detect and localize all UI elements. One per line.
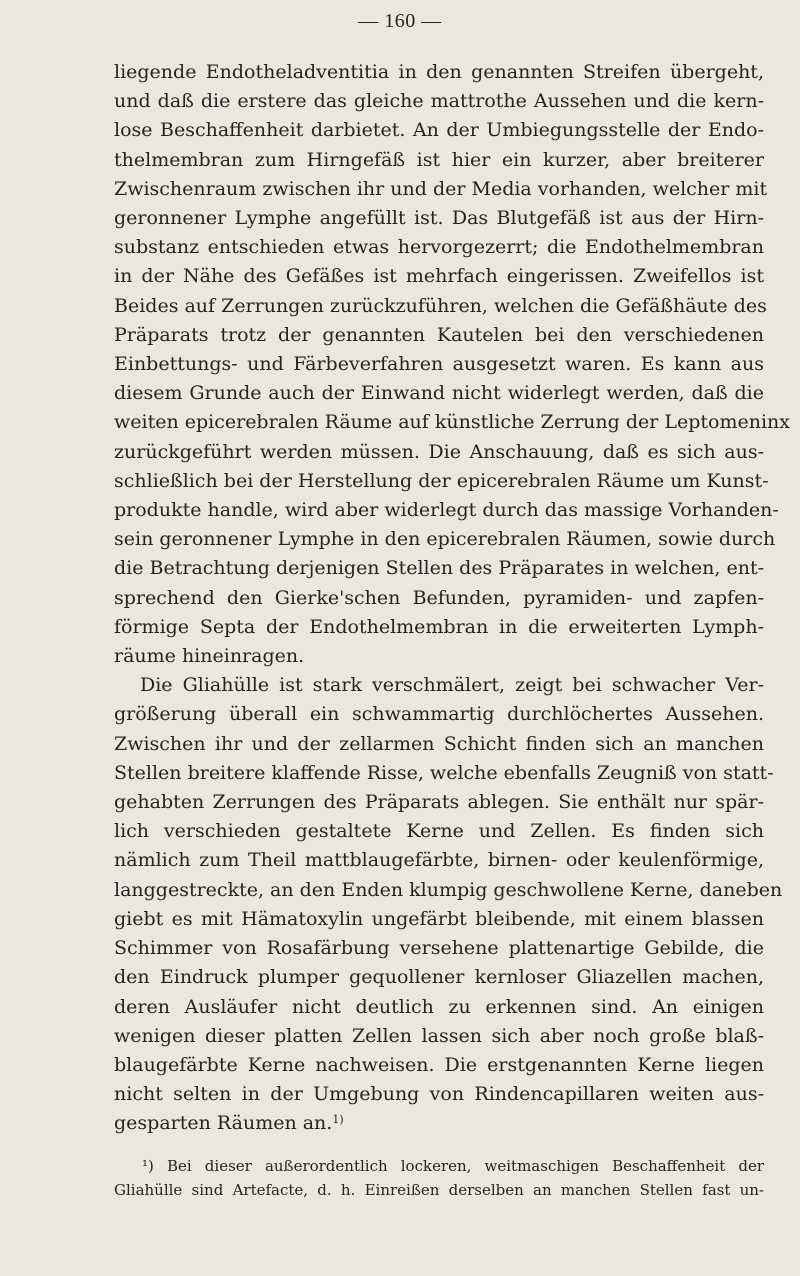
text-line: räume hineinragen. [114, 645, 305, 668]
footnote-reference: 1) [332, 1113, 344, 1127]
text-line: Stellen breitere klaffende Risse, welche ebenfalls Zeugniß von statt- [114, 761, 774, 784]
text-line: substanz entschieden etwas hervorgezerrt; die Endothelmembran [114, 236, 764, 259]
paragraph-1 [114, 58, 790, 671]
text-line: nämlich zum Theil mattblaugefärbte, birnen- oder keulenförmige, [114, 849, 764, 872]
footnote [114, 1154, 764, 1202]
text-line: Zwischenraum zwischen ihr und der Media vorhanden, welcher mit [114, 177, 768, 200]
text-line: giebt es mit Hämatoxylin ungefärbt bleibende, mit einem blassen [114, 907, 764, 930]
text-line: gehabten Zerrungen des Präparats ablegen. Sie enthält nur spär- [114, 791, 764, 814]
text-line: produkte handle, wird aber widerlegt durch das massige Vorhanden- [114, 499, 779, 522]
text-line: in der Nähe des Gefäßes ist mehrfach eingerissen. Zweifellos ist [114, 265, 764, 288]
text-line: nicht selten in der Umgebung von Rindencapillaren weiten aus- [114, 1083, 764, 1106]
text-line: weiten epicerebralen Räume auf künstliche Zerrung der Leptomeninx [114, 411, 790, 434]
text-line: sprechend den Gierke'schen Befunden, pyramiden- und zapfen- [114, 586, 764, 609]
text-line: förmige Septa der Endothelmembran in die erweiterten Lymph- [114, 615, 764, 638]
text-line: und daß die erstere das gleiche mattrothe Aussehen und die kern- [114, 90, 764, 113]
text-line: den Eindruck plumper gequollener kernloser Gliazellen machen, [114, 966, 764, 989]
text-line: Beides auf Zerrungen zurückzuführen, welchen die Gefäßhäute des [114, 294, 767, 317]
text-line: zurückgeführt werden müssen. Die Anschauung, daß es sich aus- [114, 440, 764, 463]
text-line: blaugefärbte Kerne nachweisen. Die erstgenannten Kerne liegen [114, 1053, 764, 1076]
page-number: — 160 — [358, 10, 442, 32]
text-line: die Betrachtung derjenigen Stellen des Präparates in welchen, ent- [114, 557, 765, 580]
text-line: lich verschieden gestaltete Kerne und Zellen. Es finden sich [114, 820, 764, 843]
text-line: liegende Endotheladventitia in den genannten Streifen übergeht, [114, 61, 764, 83]
text-line: deren Ausläufer nicht deutlich zu erkennen sind. An einigen [114, 995, 764, 1018]
text-line: Präparats trotz der genannten Kautelen bei den verschiedenen [114, 323, 764, 346]
text-line: langgestreckte, an den Enden klumpig geschwollene Kerne, daneben [114, 878, 783, 901]
text-line: diesem Grunde auch der Einwand nicht widerlegt werden, daß die [114, 382, 764, 405]
paragraph-2 [114, 671, 783, 1138]
text-line: Zwischen ihr und der zellarmen Schicht finden sich an manchen [114, 732, 764, 755]
text-line: schließlich bei der Herstellung der epicerebralen Räume um Kunst- [114, 469, 769, 492]
text-line: geronnener Lymphe angefüllt ist. Das Blutgefäß ist aus der Hirn- [114, 207, 764, 230]
text-line: Einbettungs- und Färbeverfahren ausgesetzt waren. Es kann aus [114, 353, 764, 376]
text-line: thelmembran zum Hirngefäß ist hier ein kurzer, aber breiterer [114, 148, 764, 171]
text-line: größerung überall ein schwammartig durchlöchertes Aussehen. [114, 703, 764, 726]
text-line: gesparten Räumen an. [114, 1112, 333, 1135]
text-line: wenigen dieser platten Zellen lassen sich aber noch große blaß- [114, 1024, 764, 1047]
text-line-with-footnote-ref [114, 1109, 764, 1138]
main-text [114, 58, 790, 1139]
text-line: Schimmer von Rosafärbung versehene plattenartige Gebilde, die [114, 937, 764, 960]
footnote-line: Gliahülle sind Artefacte, d. h. Einreißen derselben an manchen Stellen fast un- [114, 1181, 764, 1199]
text-line: sein geronnener Lymphe in den epicerebralen Räumen, sowie durch [114, 528, 776, 551]
text-line: lose Beschaffenheit darbietet. An der Umbiegungsstelle der Endo- [114, 119, 764, 142]
text-line: Die Gliahülle ist stark verschmälert, zeigt bei schwacher Ver- [140, 674, 764, 697]
footnote-line: ¹) Bei dieser außerordentlich lockeren, weitmaschigen Beschaffenheit der [142, 1157, 764, 1175]
